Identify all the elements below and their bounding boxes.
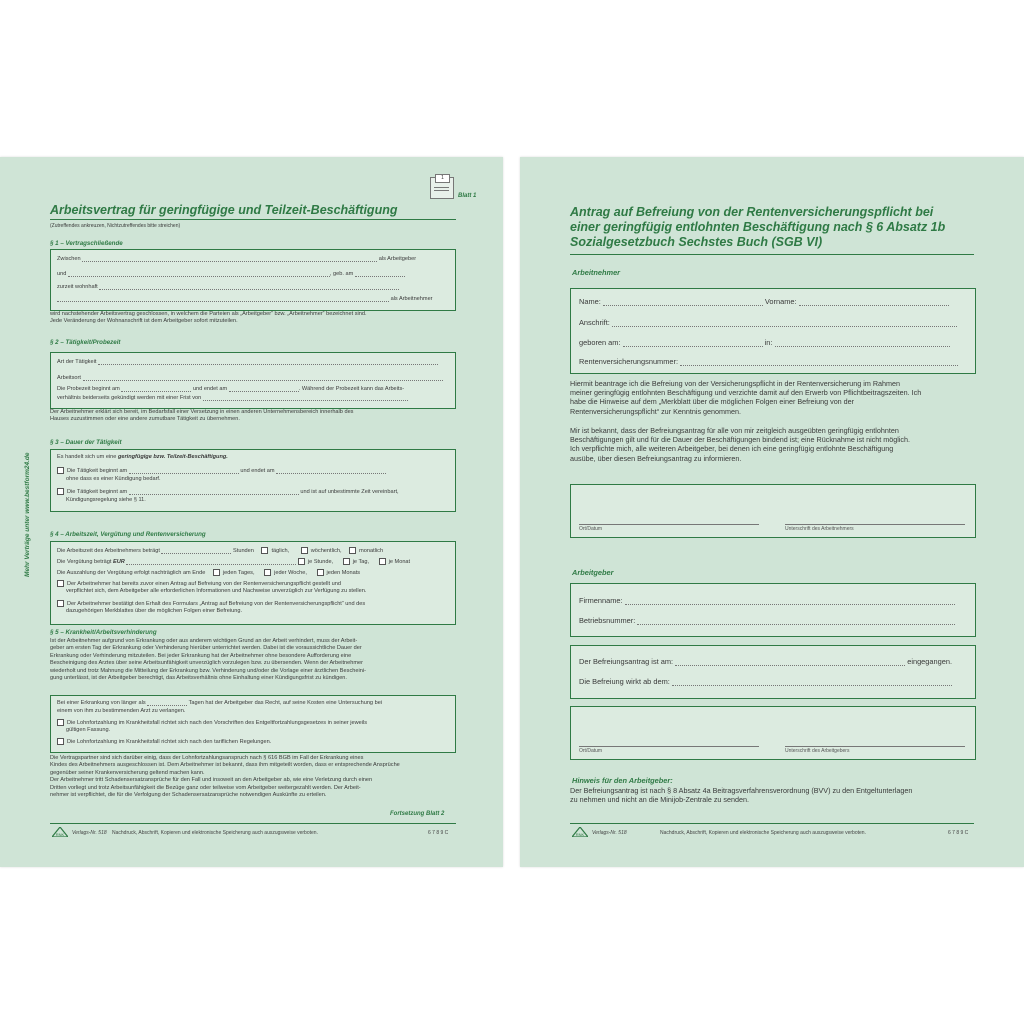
footer-code: 6 7 8 9 C — [428, 830, 449, 836]
exemption-filed-checkbox[interactable] — [57, 580, 64, 587]
tariff-checkbox[interactable] — [57, 738, 64, 745]
unlimited-start-field[interactable] — [129, 489, 299, 495]
s5-text: Die Vertragspartner sind sich darüber einig, dass der Lohnfortzahlungsanspruch nach § 616 BGB im Fall der Erkrankung eines — [50, 755, 364, 761]
employee-birthplace-field[interactable] — [775, 339, 950, 347]
section-3-box: Es handelt sich um eine geringfügige bzw. Teilzeit-Beschäftigung. Die Tätigkeit beginnt am und endet am ohne dass es einer Kündigung bedarf. Die Tätigkeit beginnt am und ist auf unbestimmte Zeit vereinbart, Kündigungsregelung siehe § 11. — [50, 449, 456, 512]
per-hour-checkbox[interactable] — [298, 558, 305, 565]
s2-note: Hauses zuzustimmen oder eine andere zumutbare Tätigkeit zu übernehmen. — [50, 416, 240, 423]
s1-note: Jede Veränderung der Wohnanschrift ist dem Arbeitgeber sofort mitzuteilen. — [50, 318, 238, 325]
application-text: meiner geringfügig entlohnten Beschäftigung und verzichte damit auf den Erwerb von Pflichtbeitragszeiten. Ich — [570, 388, 922, 398]
section-4-heading: § 4 – Arbeitszeit, Vergütung und Rentenversicherung — [50, 531, 206, 538]
acknowledgement-text: Beschäftigungen gilt und für die Dauer der Beschäftigungen bindend ist; eine Rücknahme ist nicht möglich. — [570, 435, 911, 445]
svg-text:RNK: RNK — [55, 832, 65, 837]
acknowledgement-text: ausübe, über diesen Befreiungsantrag zu informieren. — [570, 453, 742, 463]
s5-text: Der Arbeitnehmer tritt Schadensersatzansprüche für den Fall und insoweit an den Arbeitgeber ab, wie eine Verletzung durch einen — [50, 777, 373, 784]
form-received-checkbox[interactable] — [57, 600, 64, 607]
publisher-logo-icon — [52, 827, 68, 837]
section-1-box: Zwischen als Arbeitgeber und , geb. am zurzeit wohnhaft als Arbeitnehmer — [50, 249, 456, 311]
efzg-checkbox[interactable] — [57, 719, 64, 726]
blatt-label: Blatt 1 — [458, 193, 477, 199]
s5-text: Bescheinigung des Arztes über seine Arbeitsunfähigkeit unverzüglich vorzulegen bzw. zu übersenden. Wenn der Arbeitnehmer — [50, 660, 364, 667]
s5-text: Kindes des Arbeitnehmers ausgeschlossen ist. Dem Arbeitnehmer ist bekannt, dass ihm mitgeteilt worden, dass er entsprechende Ansprüche — [50, 762, 400, 769]
employee-signature-line: Unterschrift des Arbeitnehmers — [785, 524, 965, 532]
workplace-field[interactable] — [83, 375, 443, 381]
pay-monthly-checkbox[interactable] — [317, 569, 324, 576]
footer-verlag: Verlags-Nr. 518 — [72, 830, 107, 836]
employee-box: Name: Vorname: Anschrift: geboren am: in: Rentenversicherungsnummer: — [570, 288, 976, 374]
employer-signature-line: Unterschrift des Arbeitgebers — [785, 746, 965, 754]
section-5-box: Bei einer Erkrankung von länger als Tagen hat der Arbeitgeber das Recht, auf seine Kosten eine Untersuchung bei einem von ihm zu bestimmenden Arzt zu verlangen. Die Lohnfortzahlung im Krankheitsfall richtet sich nach den Vorschriften des Entgeltfortzahlungsgesetzes in seiner jeweils gültigen Fassung. Die Lohnfortzahlung im Krankheitsfall richtet sich nach den tariflichen Regelungen. — [50, 695, 456, 753]
side-url: Mehr Verträge unter www.bestform24.de — [24, 452, 31, 577]
pay-weekly-checkbox[interactable] — [264, 569, 271, 576]
residence-field[interactable] — [99, 284, 399, 290]
acknowledgement-text: Mir ist bekannt, dass der Befreiungsantrag für alle von mir zeitgleich ausgeübten geringfügig entlohnten — [570, 426, 899, 435]
birthdate-field[interactable] — [355, 271, 405, 277]
employee-signature-box[interactable] — [570, 484, 976, 538]
section-5-heading: § 5 – Krankheit/Arbeitsverhinderung — [50, 629, 157, 636]
s5-text: nehmer ist verpflichtet, die für die Verfolgung der Schadensersatzansprüche notwendigen Auskünfte zu erteilen. — [50, 792, 327, 799]
acknowledgement-text: Ich verpflichte mich, alle weiteren Arbeitgeber, bei denen ich eine geringfügig entlohnte Beschäftigung — [570, 444, 894, 454]
s5-text: gegenüber seiner Krankenversicherung geltend machen kann. — [50, 769, 205, 776]
s5-text: geber am ersten Tag der Erkrankung oder Verhinderung hierüber unterrichtet werden. Dabei ist die voraussichtliche Dauer der — [50, 645, 362, 652]
application-text: Hiermit beantrage ich die Befreiung von der Versicherungspflicht in der Rentenversicherung im Rahmen — [570, 379, 900, 388]
employer-box: Firmenname: Betriebsnummer: — [570, 583, 976, 637]
company-number-field[interactable] — [637, 617, 955, 625]
limited-start-field[interactable] — [129, 468, 239, 474]
employer-heading: Arbeitgeber — [572, 568, 614, 577]
s1-note: wird nachstehender Arbeitsvertrag geschlossen, in welchem die Parteien als „Arbeitgeber“ bzw. „Arbeitnehmer“ bezeichnet sind. — [50, 311, 367, 317]
application-text: Rentenversicherungspflicht“ zur Kenntnis genommen. — [570, 406, 741, 416]
receipt-box: Der Befreiungsantrag ist am: eingegangen. Die Befreiung wirkt ab dem: — [570, 645, 976, 699]
salary-field[interactable] — [126, 559, 296, 565]
section-2-box: Art der Tätigkeit Arbeitsort Die Probezeit beginnt am und endet am . Während der Probezeit kann das Arbeits- verhältnis beiderseits gekündigt werden mit einer Frist von — [50, 352, 456, 409]
contract-subtitle: (Zutreffendes ankreuzen, Nichtzutreffendes bitte streichen) — [50, 223, 181, 229]
section-1-heading: § 1 – Vertragschließende — [50, 240, 123, 247]
s5-text: Erkrankung oder Verhinderung mitzuteilen. Bei jeder Erkrankung hat der Arbeitnehmer ohne besondere Aufforderung eine — [50, 652, 352, 659]
s5-text: Ist der Arbeitnehmer aufgrund von Erkrankung oder aus anderem wichtigen Grund an der Arbeit verhindert, muss der Arbeit- — [50, 638, 358, 644]
exemption-page — [520, 157, 1024, 867]
duration-unlimited-checkbox[interactable] — [57, 488, 64, 495]
probation-end-field[interactable] — [229, 386, 299, 392]
monthly-checkbox[interactable] — [349, 547, 356, 554]
blatt-icon: 1 — [430, 177, 454, 199]
footer-code: 6 7 8 9 C — [948, 830, 969, 836]
continuation-note: Fortsetzung Blatt 2 — [390, 811, 445, 817]
probation-start-field[interactable] — [121, 386, 191, 392]
employee-address-field[interactable] — [612, 319, 957, 327]
hours-field[interactable] — [161, 548, 231, 554]
employee-name-field[interactable] — [603, 298, 763, 306]
sick-days-field[interactable] — [147, 700, 187, 706]
exemption-title: Sozialgesetzbuch Sechstes Buch (SGB VI) — [570, 235, 823, 249]
employee-heading: Arbeitnehmer — [572, 268, 621, 277]
weekly-checkbox[interactable] — [301, 547, 308, 554]
employer-note-text: zu nehmen und nicht an die Minijob-Zentrale zu senden. — [570, 795, 749, 805]
exemption-title: einer geringfügig entlohnten Beschäftigung nach § 6 Absatz 1b — [570, 220, 946, 234]
s2-note: Der Arbeitnehmer erklärt sich bereit, im Bedarfsfall einer Versetzung in einen anderen Unternehmensbereich innerhalb des — [50, 409, 354, 415]
section-4-box: Die Arbeitszeit des Arbeitnehmers beträgt Stunden täglich, wöchentlich, monatlich Die Vergütung beträgt EUR je Stunde, je Tag, je Monat Die Auszahlung der Vergütung erfolgt nachträglich am Ende jeden Tages, jeder Woche, jeden Monats Der Arbeitnehmer hat bereits zuvor einen Antrag auf Befreiung von der Rentenversicherungspflicht gestellt und verpflichtet sich, dem Arbeitgeber alle erforderlichen Informationen und Nachweise unverzüglich zur Verfügung zu stellen. Der Arbeitnehmer bestätigt den Erhalt des Formulars „Antrag auf Befreiung von der Rentenversicherungspflicht“ und des dazugehörigen Merkblattes über die möglichen Folgen einer Befreiung. — [50, 541, 456, 625]
section-3-heading: § 3 – Dauer der Tätigkeit — [50, 439, 122, 446]
per-day-checkbox[interactable] — [343, 558, 350, 565]
application-text: habe die Hinweise auf dem „Merkblatt über die möglichen Folgen einer Befreiung von der — [570, 397, 855, 407]
section-2-heading: § 2 – Tätigkeit/Probezeit — [50, 339, 121, 346]
pay-daily-checkbox[interactable] — [213, 569, 220, 576]
employee-birthdate-field[interactable] — [623, 339, 763, 347]
employer-signature-box[interactable] — [570, 706, 976, 760]
employee-firstname-field[interactable] — [799, 298, 949, 306]
receipt-date-field[interactable] — [675, 658, 905, 666]
contract-title: Arbeitsvertrag für geringfügige und Teilzeit-Beschäftigung — [50, 203, 398, 217]
footer-verlag: Verlags-Nr. 518 — [592, 830, 627, 836]
employer-note-heading: Hinweis für den Arbeitgeber: — [572, 776, 673, 785]
footer-copyright: Nachdruck, Abschrift, Kopieren und elektronische Speicherung auch auszugsweise verboten. — [660, 830, 866, 836]
company-name-field[interactable] — [625, 597, 955, 605]
effective-date-field[interactable] — [672, 678, 952, 686]
job-type-field[interactable] — [98, 359, 438, 365]
s5-text: Dritten vorliegt und trotz Arbeitsunfähigkeit die Bezüge ganz oder teilweise vom Arbeitgeber weitergezahlt werden. Der Arbeit- — [50, 784, 361, 791]
svg-text:RNK: RNK — [575, 832, 585, 837]
pension-number-field[interactable] — [680, 358, 958, 366]
employer-note-text: Der Befreiungsantrag ist nach § 8 Absatz 4a Beitragsverfahrensverordnung (BVV) zu den Entgeltunterlagen — [570, 786, 913, 795]
limited-end-field[interactable] — [276, 468, 386, 474]
employee-date-line: Ort/Datum — [579, 524, 759, 532]
s5-text: gung unterlässt, ist der Arbeitgeber berechtigt, das Arbeitsverhältnis ohne Einhaltung einer Kündigungsfrist zu kündigen. — [50, 675, 347, 682]
employer-field[interactable] — [82, 256, 377, 262]
daily-checkbox[interactable] — [261, 547, 268, 554]
contract-page — [0, 157, 503, 867]
per-month-checkbox[interactable] — [379, 558, 386, 565]
duration-limited-checkbox[interactable] — [57, 467, 64, 474]
s5-text: wiederholt und trotz Mahnung die Mitteilung der Erkrankung bzw. Verhinderung und/oder die Vorlage einer ärztlichen Bescheini- — [50, 667, 366, 674]
exemption-title: Antrag auf Befreiung von der Rentenversicherungspflicht bei — [570, 205, 934, 219]
employer-date-line: Ort/Datum — [579, 746, 759, 754]
publisher-logo-icon — [572, 827, 588, 837]
notice-period-field[interactable] — [203, 395, 408, 401]
footer-copyright: Nachdruck, Abschrift, Kopieren und elektronische Speicherung auch auszugsweise verboten. — [112, 830, 318, 836]
employee-field[interactable] — [68, 271, 330, 277]
